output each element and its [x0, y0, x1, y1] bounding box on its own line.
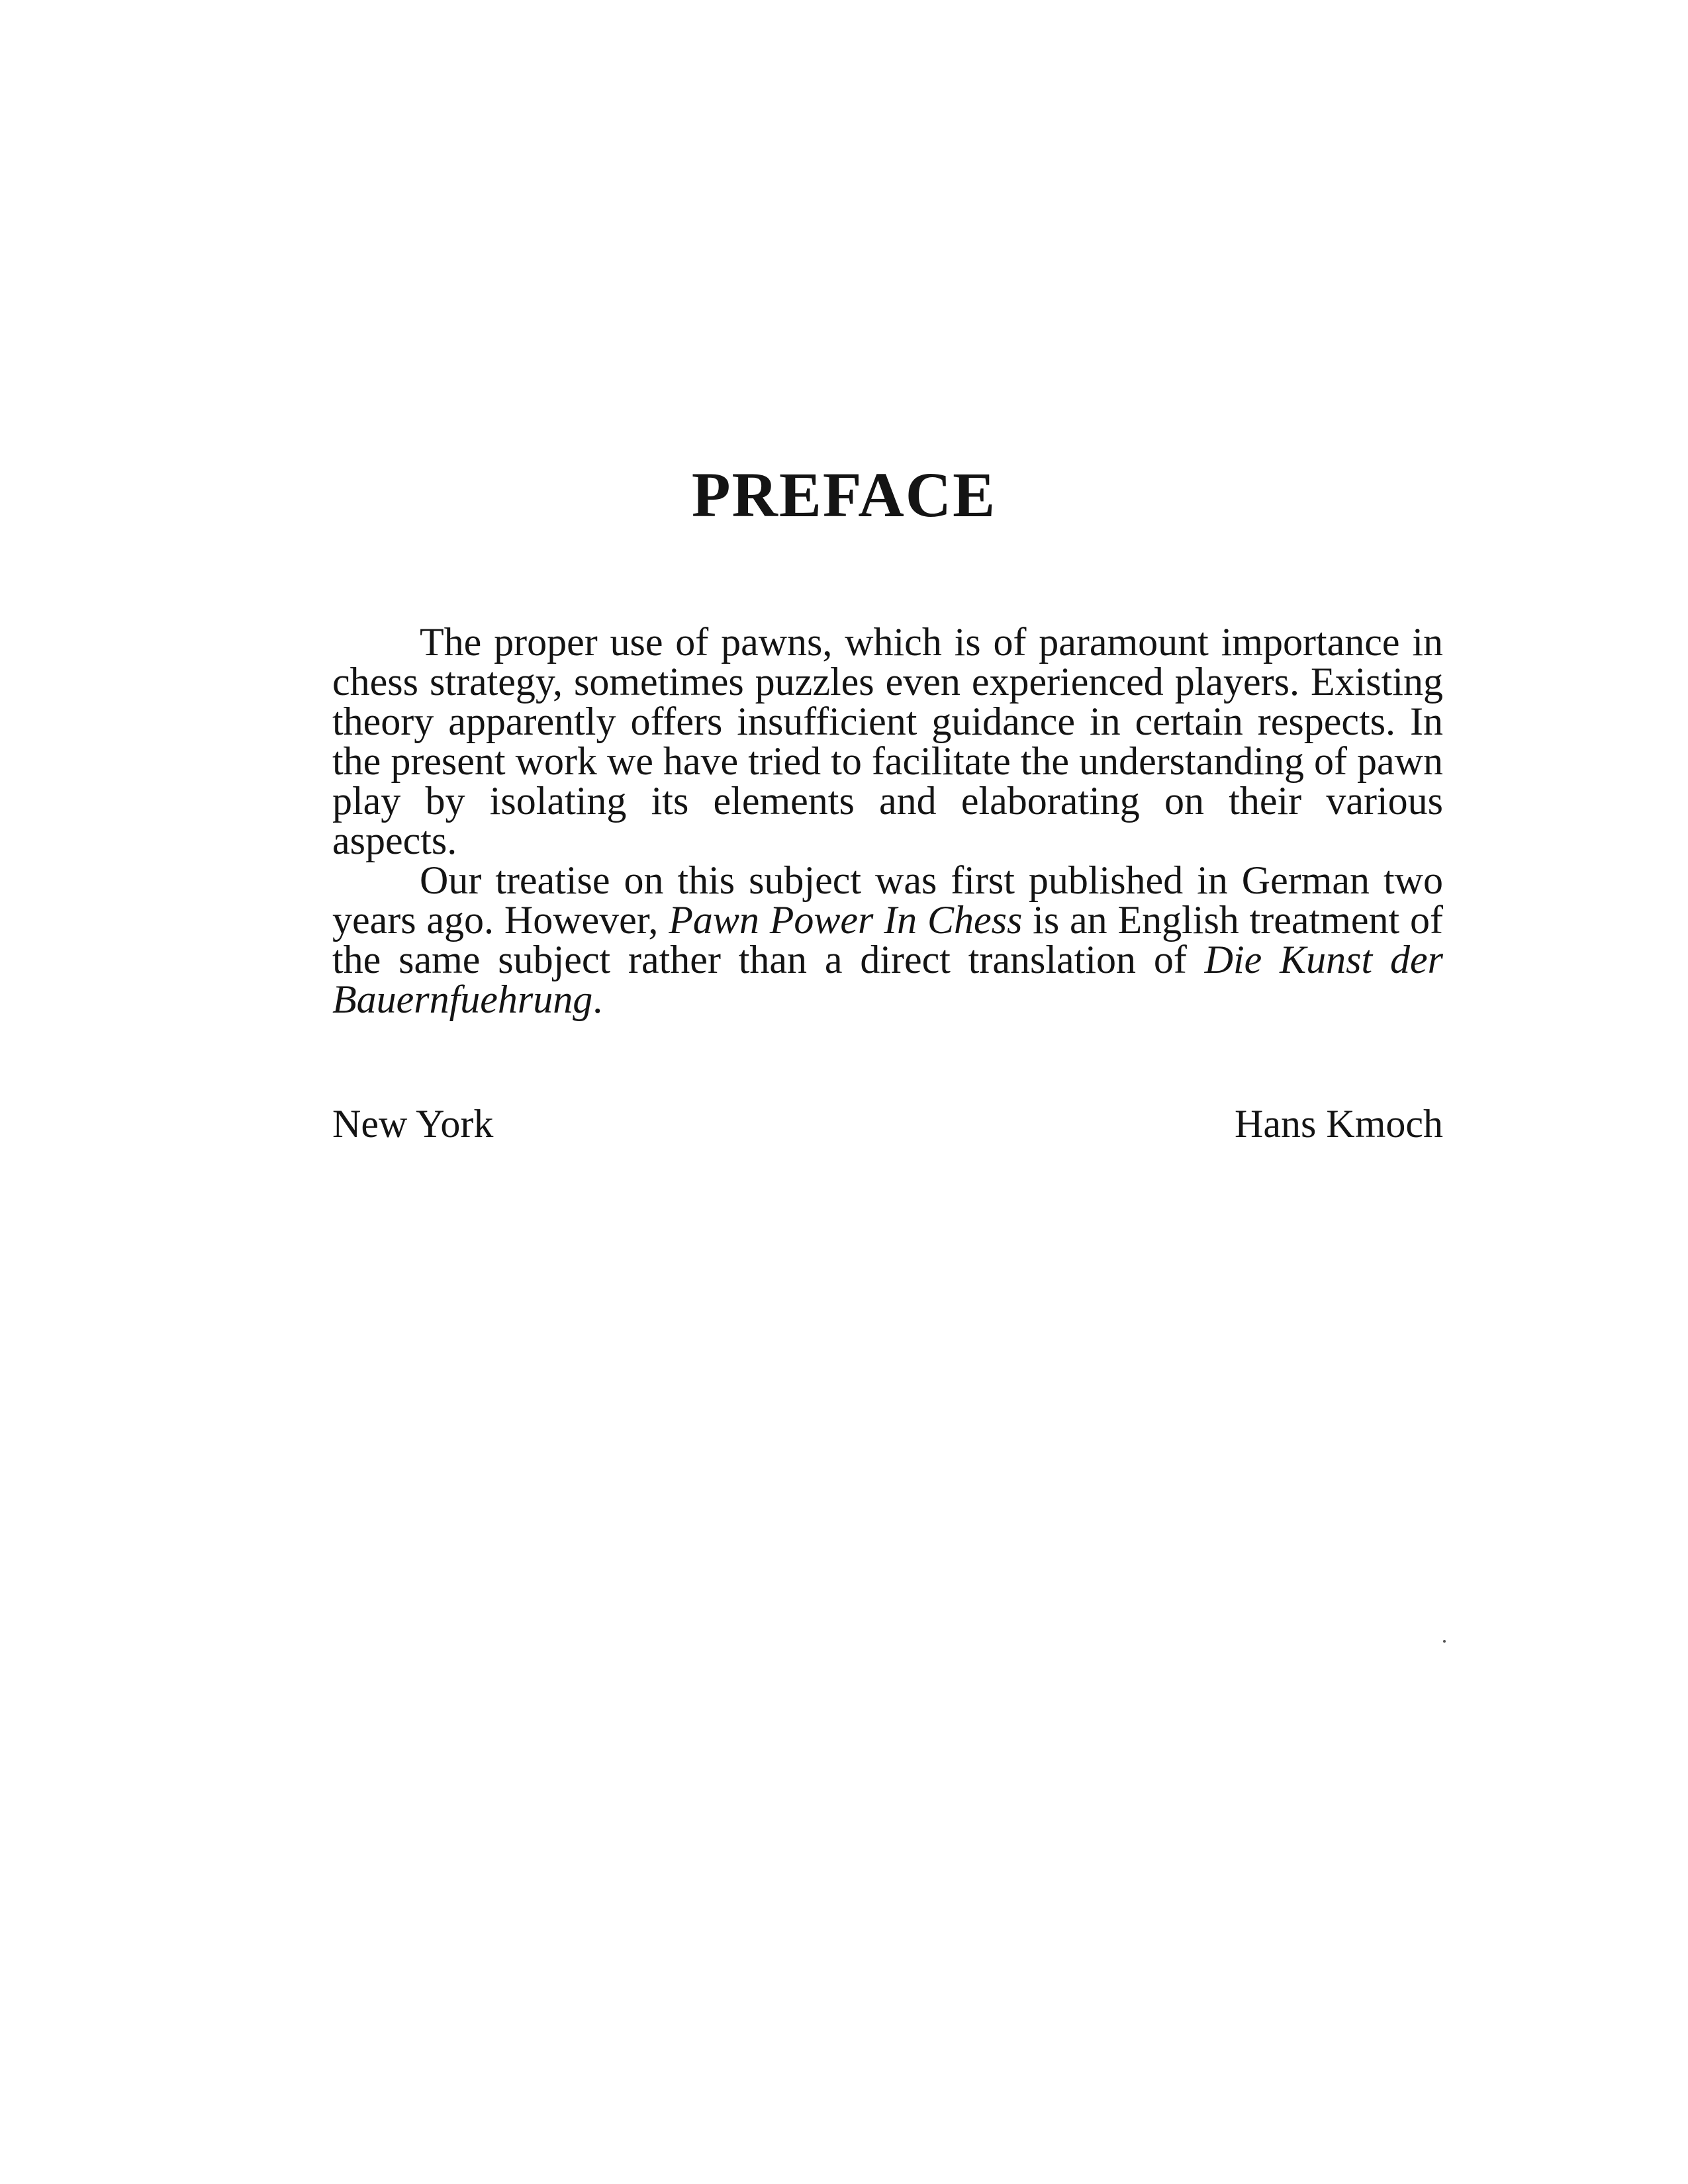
paragraph-2-text-1: Our treatise on this subject was first published in German two years ago. However, [332, 858, 1443, 942]
book-title-german: Die Kunst der Bauernfuehrung [332, 938, 1443, 1021]
signature-place: New York [332, 1102, 494, 1146]
scan-speck [1443, 1640, 1446, 1643]
preface-body [332, 622, 1443, 1019]
book-title-english: Pawn Power In Chess [669, 898, 1023, 942]
signature-author: Hans Kmoch [1235, 1102, 1443, 1146]
preface-paragraph-1: The proper use of pawns, which is of paramount importance in chess strategy, sometimes puzzles even experienced players. Existing theory apparently offers insufficient guidance in certain respects. In the present work we have tried to facilitate the understanding of pawn play by isolating its elements and elaborating on their various aspects. [332, 620, 1443, 862]
paragraph-2-text-3: . [592, 978, 603, 1021]
preface-paragraph-2 [332, 860, 1443, 1019]
paragraph-2-text-2: is an English treatment of the same subject rather than a direct translation of [332, 898, 1443, 981]
page-title: PREFACE [691, 459, 997, 530]
